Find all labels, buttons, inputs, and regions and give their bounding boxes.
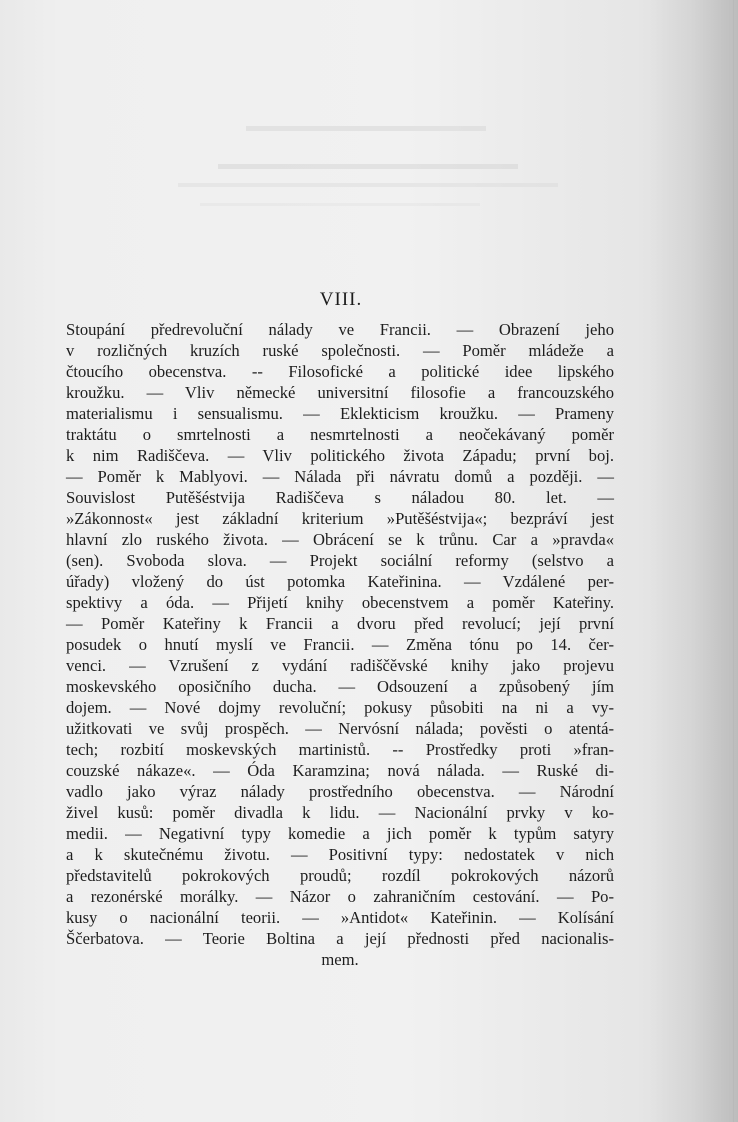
summary-line: mem. xyxy=(321,950,359,969)
summary-line: představitelů pokrokových proudů; rozdíl pokrokových názorů xyxy=(66,866,614,885)
bleed-through-ghost xyxy=(0,0,738,300)
summary-line: čtoucího obecenstva. -- Filosofické a politické idee lipského xyxy=(66,362,614,381)
chapter-summary xyxy=(66,319,614,970)
ghost-line xyxy=(178,183,558,187)
summary-line: v rozličných kruzích ruské společnosti. — Poměr mládeže a xyxy=(66,341,614,360)
summary-line: vadlo jako výraz nálady prostředního obecenstva. — Národní xyxy=(66,782,614,801)
summary-line: moskevského oposičního ducha. — Odsouzení a způsobený jím xyxy=(66,677,614,696)
ghost-line xyxy=(218,164,518,169)
summary-line: kusy o nacionální teorii. — »Antidot« Kateřinin. — Kolísání xyxy=(66,908,614,927)
summary-line: k nim Radiščeva. — Vliv politického života Západu; první boj. xyxy=(66,446,614,465)
summary-line: medii. — Negativní typy komedie a jich poměr k typům satyry xyxy=(66,824,614,843)
summary-line: spektivy a óda. — Přijetí knihy obecenstvem a poměr Kateřiny. xyxy=(66,593,614,612)
summary-line: — Poměr Kateřiny k Francii a dvoru před revolucí; její první xyxy=(66,614,614,633)
summary-line: dojem. — Nové dojmy revoluční; pokusy působiti na ni a vy- xyxy=(66,698,614,717)
summary-line: užitkovati ve svůj prospěch. — Nervósní nálada; pověsti o atentá- xyxy=(66,719,614,738)
summary-line: Ščerbatova. — Teorie Boltina a její přednosti před nacionalis- xyxy=(66,929,614,948)
summary-line: traktátu o smrtelnosti a nesmrtelnosti a neočekávaný poměr xyxy=(66,425,614,444)
summary-line: hlavní zlo ruského života. — Obrácení se k trůnu. Car a »pravda« xyxy=(66,530,614,549)
ghost-line xyxy=(200,203,480,206)
page-edge xyxy=(733,0,734,1122)
summary-line: venci. — Vzrušení z vydání radiščěvské knihy jako projevu xyxy=(66,656,614,675)
summary-line: živel kusů: poměr divadla k lidu. — Nacionální prvky v ko- xyxy=(66,803,614,822)
summary-line: tech; rozbití moskevských martinistů. -- Prostředky proti »fran- xyxy=(66,740,614,759)
ghost-line xyxy=(246,126,486,131)
summary-line: a k skutečnému životu. — Positivní typy: nedostatek v nich xyxy=(66,845,614,864)
summary-line: úřady) vložený do úst potomka Kateřinina. — Vzdálené per- xyxy=(66,572,614,591)
summary-line: couzské nákaze«. — Óda Karamzina; nová nálada. — Ruské di- xyxy=(66,761,614,780)
summary-line: — Poměr k Mablyovi. — Nálada při návratu domů a později. — xyxy=(66,467,614,486)
summary-line: Souvislost Putěšéstvija Radiščeva s náladou 80. let. — xyxy=(66,488,614,507)
summary-line: (sen). Svoboda slova. — Projekt sociální reformy (selstvo a xyxy=(66,551,614,570)
summary-line: kroužku. — Vliv německé universitní filosofie a francouzského xyxy=(66,383,614,402)
chapter-number: VIII. xyxy=(319,289,363,310)
summary-line: materialismu i sensualismu. — Eklekticism kroužku. — Prameny xyxy=(66,404,614,423)
gutter-shadow xyxy=(648,0,738,1122)
summary-line: posudek o hnutí myslí ve Francii. — Změna tónu po 14. čer- xyxy=(66,635,614,654)
summary-line: a rezonérské morálky. — Názor o zahraničním cestování. — Po- xyxy=(66,887,614,906)
summary-line: Stoupání předrevoluční nálady ve Francii. — Obrazení jeho xyxy=(66,320,614,339)
summary-line: »Zákonnost« jest základní kriterium »Putěšéstvija«; bezpráví jest xyxy=(66,509,614,528)
